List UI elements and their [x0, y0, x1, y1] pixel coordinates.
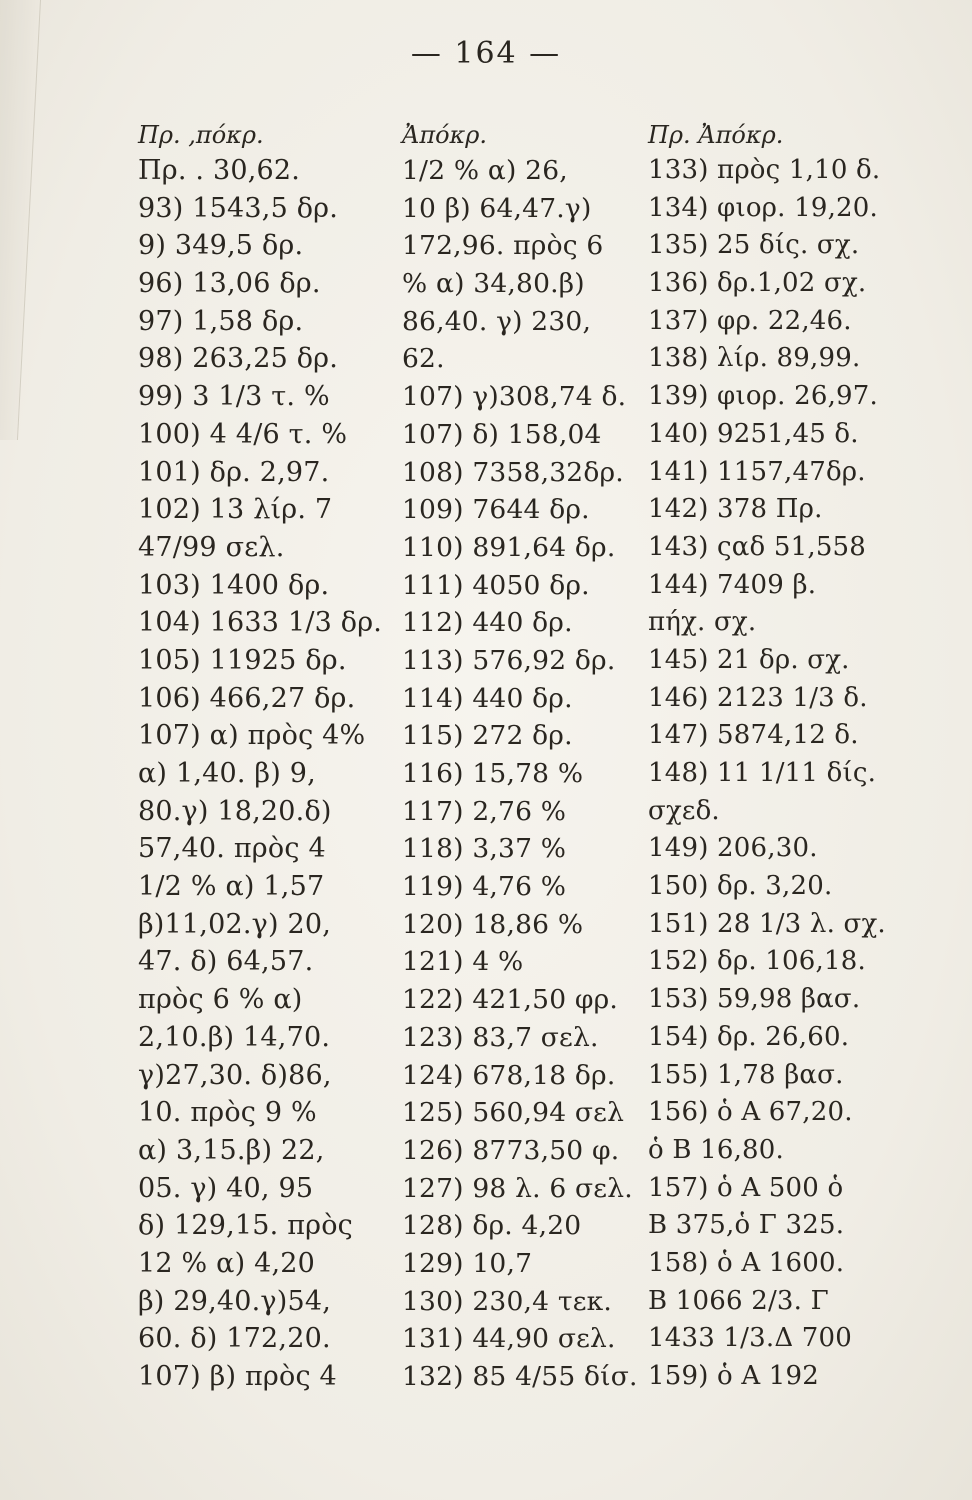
answer-line: 126) 8773,50 φ. [402, 1134, 620, 1166]
answer-line: 97) 1,58 δρ. [138, 305, 304, 337]
answer-line: β) 29,40.γ)54, [138, 1285, 332, 1317]
answer-line: 57,40. πρὸς 4 [138, 833, 326, 865]
answers-column-3 [648, 118, 928, 1396]
answer-line: 107) γ)308,74 δ. [402, 381, 627, 413]
answer-line: 155) 1,78 βασ. [648, 1059, 844, 1090]
answer-line: 156) ὁ Α 67,20. [648, 1097, 853, 1128]
answer-line: 116) 15,78 % [402, 758, 584, 789]
answer-line: 135) 25 δίς. σχ. [648, 230, 860, 261]
answer-line: 125) 560,94 σελ [402, 1097, 625, 1129]
answer-line: 123) 83,7 σελ. [402, 1021, 599, 1053]
answer-line: 47. δ) 64,57. [138, 946, 314, 978]
answer-line: 113) 576,92 δρ. [402, 644, 616, 676]
answer-line: 148) 11 1/11 δίς. [648, 758, 877, 788]
answer-line: 134) φιορ. 19,20. [648, 192, 878, 223]
answer-line: 100) 4 4/6 τ. % [138, 418, 348, 450]
answer-line: 140) 9251,45 δ. [648, 418, 859, 449]
answer-line: 98) 263,25 δρ. [138, 343, 339, 375]
answer-line: 128) δρ. 4,20 [402, 1210, 582, 1242]
answer-line: δ) 129,15. πρὸς [138, 1210, 354, 1242]
answer-line: 124) 678,18 δρ. [402, 1059, 616, 1091]
answer-line: 05. γ) 40, 95 [138, 1172, 314, 1204]
answer-line: 10. πρὸς 9 % [138, 1097, 317, 1129]
answer-line: 139) φιορ. 26,97. [648, 381, 878, 412]
answer-line: 110) 891,64 δρ. [402, 531, 616, 563]
answer-line: 144) 7409 β. [648, 569, 817, 600]
answer-line: 108) 7358,32δρ. [402, 456, 624, 488]
answer-line: 10 β) 64,47.γ) [402, 192, 592, 224]
answer-line: 107) α) πρὸς 4% [138, 720, 366, 752]
column-header: Πρ. ,πόκρ. [138, 121, 264, 149]
answer-line: % α) 34,80.β) [402, 268, 585, 300]
answer-line: πρὸς 6 % α) [138, 984, 303, 1016]
answer-line: σχεδ. [648, 795, 720, 826]
answer-line: 107) δ) 158,04 [402, 418, 602, 450]
answer-line: β)11,02.γ) 20, [138, 908, 332, 940]
answer-line: ὁ Β 16,80. [648, 1134, 784, 1165]
answer-line: 119) 4,76 % [402, 871, 567, 903]
column-header: Ἀπόκρ. [402, 121, 488, 149]
answer-line: 137) φρ. 22,46. [648, 305, 852, 336]
answer-line: 142) 378 Πρ. [648, 494, 823, 525]
answer-line: 101) δρ. 2,97. [138, 456, 330, 488]
answer-line: 145) 21 δρ. σχ. [648, 644, 850, 675]
answer-line: 104) 1633 1/3 δρ. [138, 607, 383, 639]
answer-line: 146) 2123 1/3 δ. [648, 682, 868, 713]
column-header: Πρ. Ἀπόκρ. [648, 121, 784, 149]
answer-line: 147) 5874,12 δ. [648, 720, 859, 751]
answer-line: 127) 98 λ. 6 σελ. [402, 1172, 633, 1204]
answer-line: 99) 3 1/3 τ. % [138, 381, 330, 413]
answer-line: 2,10.β) 14,70. [138, 1021, 331, 1053]
answer-line: 80.γ) 18,20.δ) [138, 795, 332, 827]
answer-line: Β 1066 2/3. Γ [648, 1285, 829, 1316]
answer-line: α) 1,40. β) 9, [138, 758, 316, 789]
answer-line: 47/99 σελ. [138, 531, 285, 563]
answer-line: 172,96. πρὸς 6 [402, 230, 604, 262]
answer-line: 120) 18,86 % [402, 908, 584, 940]
answer-line: 9) 349,5 δρ. [138, 230, 304, 262]
answers-column-1 [138, 118, 408, 1396]
answer-line: 149) 206,30. [648, 833, 818, 864]
answer-line: 121) 4 % [402, 946, 524, 978]
answer-line: 86,40. γ) 230, [402, 305, 592, 337]
answer-line: 1/2 % α) 1,57 [138, 871, 325, 903]
answer-line: 153) 59,98 βασ. [648, 984, 861, 1015]
answer-line: 150) δρ. 3,20. [648, 871, 833, 902]
answer-line: 96) 13,06 δρ. [138, 268, 321, 300]
answer-line: πήχ. σχ. [648, 607, 757, 638]
answer-line: Πρ. . 30,62. [138, 155, 301, 186]
answer-line: 132) 85 4/55 δίσ. [402, 1361, 638, 1392]
answer-line: 154) δρ. 26,60. [648, 1021, 850, 1052]
answer-line: 1433 1/3.Δ 700 [648, 1323, 853, 1354]
answer-line: 131) 44,90 σελ. [402, 1323, 616, 1355]
answers-column-2 [402, 118, 660, 1396]
answer-line: 138) λίρ. 89,99. [648, 343, 861, 374]
answer-line: 93) 1543,5 δρ. [138, 192, 339, 224]
answer-line: 106) 466,27 δρ. [138, 682, 356, 714]
answer-line: 118) 3,37 % [402, 833, 567, 865]
answer-line: 130) 230,4 τεκ. [402, 1285, 613, 1317]
answer-line: 152) δρ. 106,18. [648, 946, 866, 977]
answer-line: γ)27,30. δ)86, [138, 1059, 332, 1091]
answer-line: 12 % α) 4,20 [138, 1247, 316, 1279]
answer-line: 114) 440 δρ. [402, 682, 573, 714]
answer-line: 159) ὁ Α 192 [648, 1361, 820, 1391]
page-number: — 164 — [410, 36, 562, 71]
answer-line: 107) β) πρὸς 4 [138, 1361, 337, 1392]
answer-line: 143) ςαδ 51,558 [648, 531, 867, 562]
answer-columns [118, 118, 918, 1392]
answer-line: 105) 11925 δρ. [138, 644, 347, 676]
answer-line: 111) 4050 δρ. [402, 569, 590, 601]
answer-line: 133) πρὸς 1,10 δ. [648, 155, 881, 185]
answer-line: 151) 28 1/3 λ. σχ. [648, 908, 886, 939]
answer-line: 60. δ) 172,20. [138, 1323, 331, 1355]
answer-line: 109) 7644 δρ. [402, 494, 590, 526]
answer-line: 157) ὁ Α 500 ὁ [648, 1172, 844, 1203]
answer-line: 117) 2,76 % [402, 795, 567, 827]
answer-line: 112) 440 δρ. [402, 607, 573, 639]
answer-line: 129) 10,7 [402, 1247, 533, 1279]
answer-line: 102) 13 λίρ. 7 [138, 494, 333, 526]
answer-line: 1/2 % α) 26, [402, 155, 568, 186]
answer-line: 62. [402, 343, 445, 375]
answer-line: 115) 272 δρ. [402, 720, 573, 752]
answer-line: α) 3,15.β) 22, [138, 1134, 325, 1166]
answer-line: 103) 1400 δρ. [138, 569, 330, 601]
answer-line: 141) 1157,47δρ. [648, 456, 866, 487]
answer-line: Β 375,ὁ Γ 325. [648, 1210, 845, 1241]
answer-line: 136) δρ.1,02 σχ. [648, 268, 867, 299]
answer-line: 122) 421,50 φρ. [402, 984, 619, 1016]
answer-line: 158) ὁ Α 1600. [648, 1247, 845, 1278]
